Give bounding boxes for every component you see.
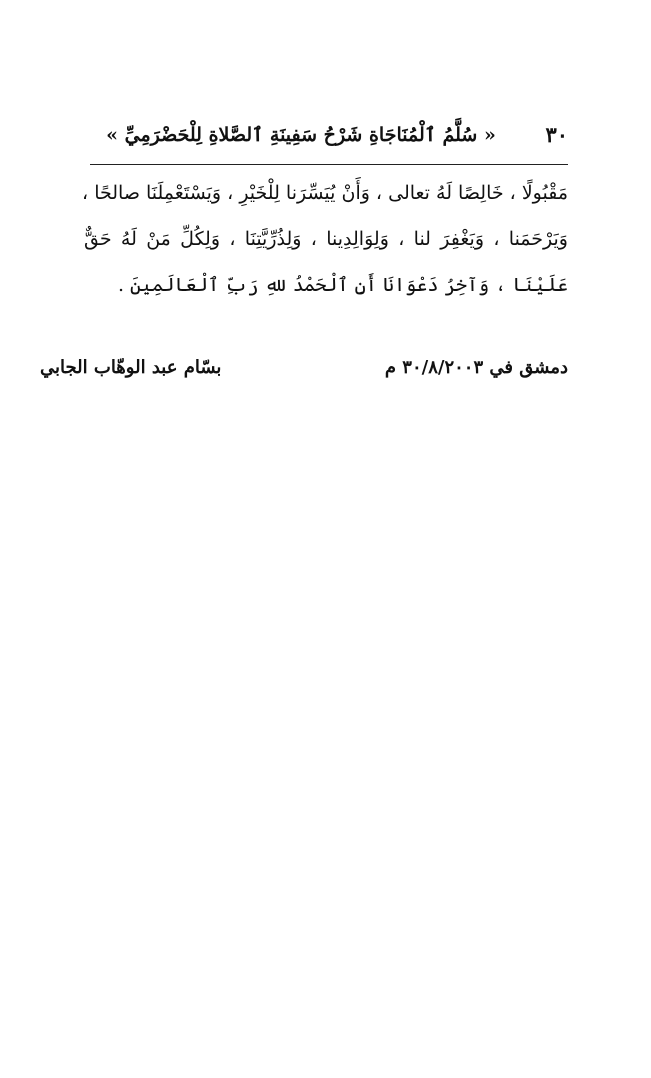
header-rule	[90, 164, 568, 165]
page-number: ٣٠	[545, 122, 568, 147]
signature-block	[40, 357, 568, 397]
author-name: بسّام عبد الوهّاب الجابي	[40, 357, 222, 378]
running-title: « سُلَّمُ ٱلْمُنَاجَاةِ شَرْحُ سَفِينَةِ ٱلصَّلاةِ لِلْحَضْرَمِيِّ »	[106, 124, 496, 146]
text-line: عَلَيْنَا ، وَآخِرُ دَعْوَانَا أَنِ ٱلْحَمْدُ للهِ رَبِّ ٱلْعَالَمِينَ .	[117, 274, 568, 296]
text-line: وَيَرْحَمَنا ، وَيَغْفِرَ لنا ، وَلِوَالِدِينا ، وَلِذُرِّيَّتِنَا ، وَلِكُلِّ مَنْ لَهُ حَقٌّ	[84, 228, 568, 250]
text-line: مَقْبُولًا ، خَالِصًا لَهُ تعالى ، وَأَنْ يُيَسِّرَنا لِلْخَيْرِ ، وَيَسْتَعْمِلَنَا صالحًا ،	[82, 182, 568, 204]
body-text	[84, 170, 568, 308]
page-header	[90, 118, 568, 164]
place-and-date: دمشق في ٣٠/٨/٢٠٠٣ م	[384, 357, 568, 378]
